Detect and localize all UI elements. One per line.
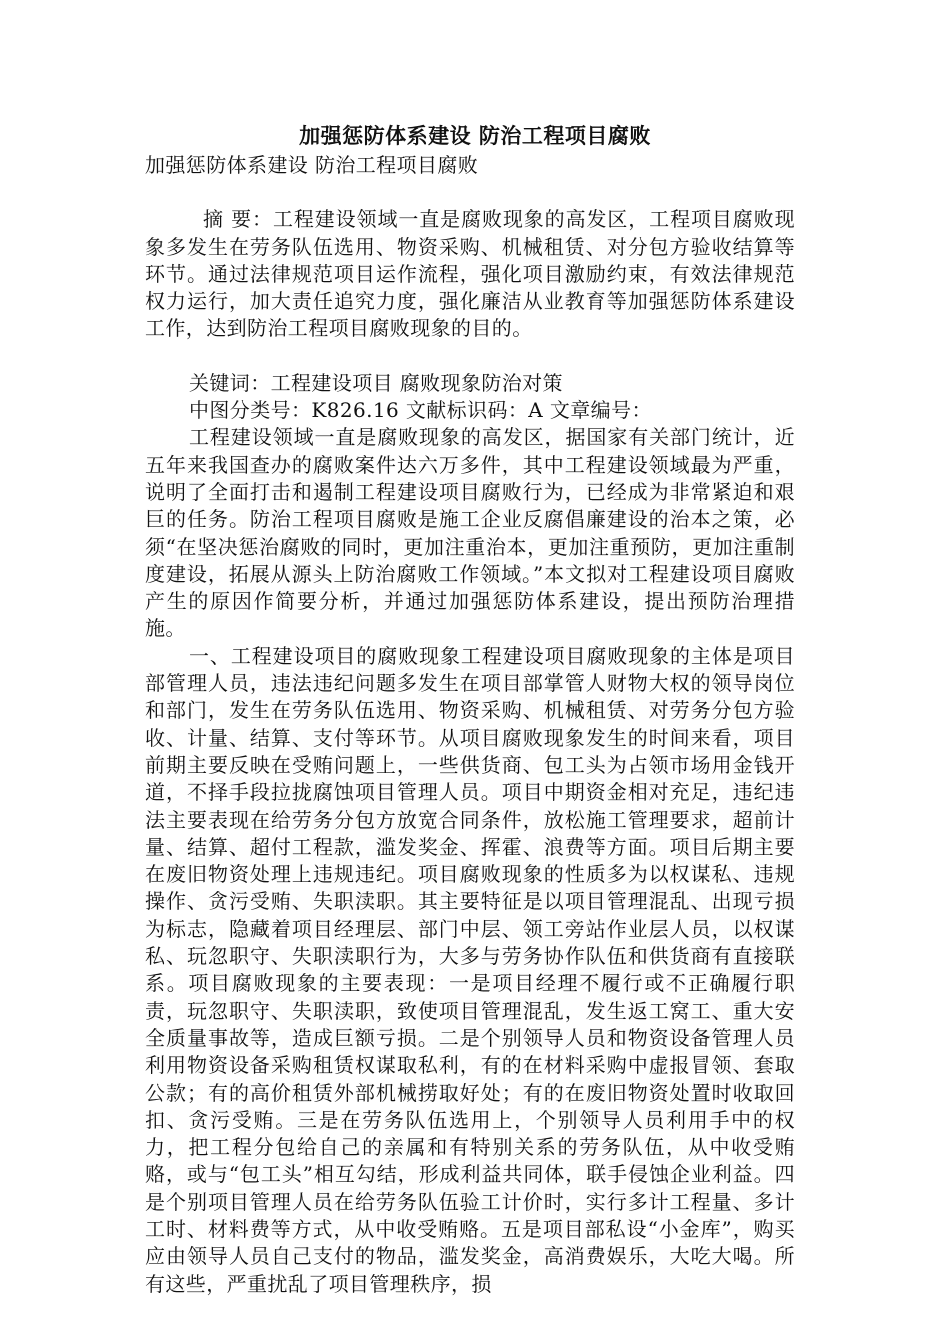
- classification-line: 中图分类号：K826.16 文献标识码：A 文章编号：: [189, 398, 652, 423]
- abstract-paragraph: 摘 要：工程建设领域一直是腐败现象的高发区，工程项目腐败现象多发生在劳务队伍选用、物资采购、机械租赁、对分包方验收结算等环节。通过法律规范项目运作流程，强化项目激励约束，有效法律规范权力运行，加大责任追究力度，强化廉洁从业教育等加强惩防体系建设 工作，达到防治工程项目腐败现象的目的。: [145, 207, 795, 341]
- body-paragraph-1: 工程建设领域一直是腐败现象的高发区，据国家有关部门统计，近五年来我国查办的腐败案件达六万多件，其中工程建设领域最为严重，说明了全面打击和遏制工程建设项目腐败行为，已经成为非常紧迫和艰巨的任务。防治工程项目腐败是施工企业反腐倡廉建设的治本之策，必须“在坚决惩治腐败的同时，更加注重治本，更加注重预防，更加注重制度建设，拓展从源头上防治腐败工作领域。”本文拟对工程建设项目腐败产生的原因作简要分析，并通过加强惩防体系建设，提出预防治理措施。: [145, 425, 795, 641]
- document-subtitle: 加强惩防体系建设 防治工程项目腐败: [145, 153, 479, 177]
- document-body: [145, 152, 795, 1298]
- body-paragraph-2: 一、工程建设项目的腐败现象工程建设项目腐败现象的主体是项目部管理人员，违法违纪问题多发生在项目部掌管人财物大权的领导岗位和部门，发生在劳务队伍选用、物资采购、机械租赁、对劳务分包方验收、计量、结算、支付等环节。从项目腐败现象发生的时间来看，项目前期主要反映在受贿问题上，一些供货商、包工头为占领市场用金钱开道，不择手段拉拢腐蚀项目管理人员。项目中期资金相对充足，违纪违法主要表现在给劳务分包方放宽合同条件，放松施工管理要求，超前计量、结算、超付工程款，滥发奖金、挥霍、浪费等方面。项目后期主要在废旧物资处理上违规违纪。项目腐败现象的性质多为以权谋私、违规操作、贪污受贿、失职渎职。其主要特征是以项目管理混乱、出现亏损为标志，隐藏着项目经理层、部门中层、领工旁站作业层人员，以权谋私、玩忽职守、失职渎职行为，大多与劳务协作队伍和供货商有直接联系。项目腐败现象的主要表现：一是项目经理不履行或不正确履行职责，玩忽职守、失职渎职，致使项目管理混乱，发生返工窝工、重大安全质量事故等，造成巨额亏损。二是个别领导人员和物资设备管理人员利用物资设备采购租赁权谋取私利，有的在材料采购中虚报冒领、套取公款；有的高价租赁外部机械捞取好处；有的在废旧物资处置时收取回扣、贪污受贿。三是在劳务队伍选用上，个别领导人员利用手中的权力，把工程分包给自己的亲属和有特别关系的劳务队伍，从中收受贿赂，或与“包工头”相互勾结，形成利益共同体，联手侵蚀企业利益。四是个别项目管理人员在给劳务队伍验工计价时，实行多计工程量、多计工时、材料费等方式，从中收受贿赂。五是项目部私设“小金库”，购买应由领导人员自己支付的物品，滥发奖金，高消费娱乐，大吃大喝。所有这些，严重扰乱了项目管理秩序，损: [145, 643, 795, 1296]
- keywords-line: 关键词：工程建设项目 腐败现象防治对策: [189, 370, 563, 395]
- document-title: 加强惩防体系建设 防治工程项目腐败: [299, 123, 651, 148]
- blank-line: [145, 179, 795, 206]
- blank-line: [145, 343, 795, 370]
